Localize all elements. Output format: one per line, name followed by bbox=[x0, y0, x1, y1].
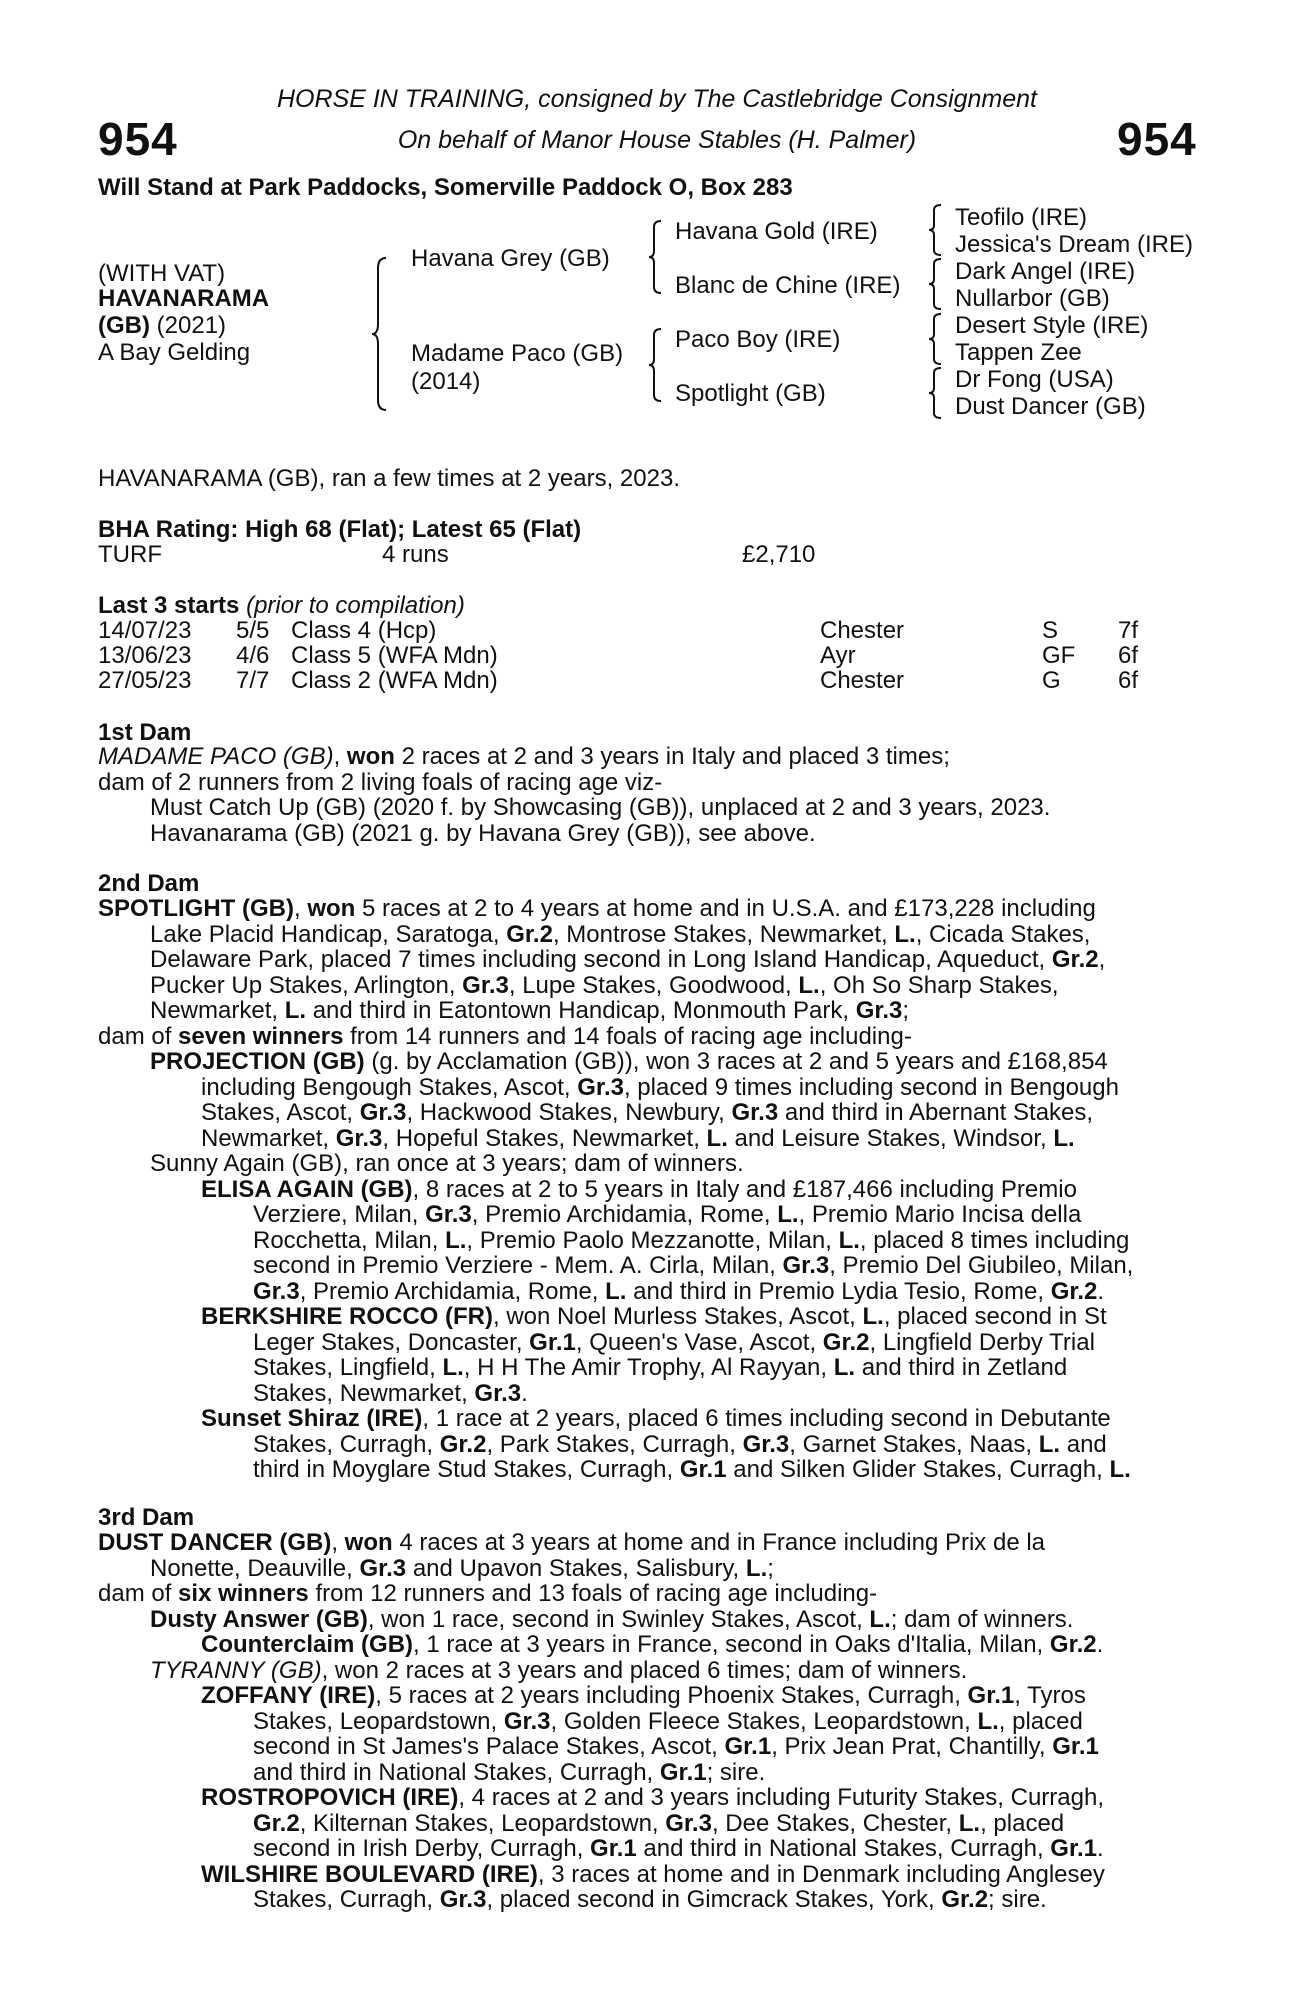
pedigree-brace-ds bbox=[928, 312, 946, 366]
pedigree-text-line: Stakes, Ascot, Gr.3, Hackwood Stakes, Newbury, Gr.3 and third in Abernant Stakes, bbox=[201, 1099, 1094, 1126]
pedigree-text-line: second in St James's Palace Stakes, Ascot, Gr.1, Prix Jean Prat, Chantilly, Gr.1 bbox=[253, 1733, 1099, 1760]
last-starts-label: Last 3 starts bbox=[98, 592, 240, 619]
pedigree-text-line: Stakes, Newmarket, Gr.3. bbox=[253, 1379, 528, 1407]
pedigree-text-line: ELISA AGAIN (GB), 8 races at 2 to 5 years in Italy and £187,466 including Premio bbox=[201, 1175, 1077, 1203]
pedigree-dds: Dr Fong (USA) bbox=[955, 366, 1114, 393]
pedigree-text-line: Pucker Up Stakes, Arlington, Gr.3, Lupe Stakes, Goodwood, L., Oh So Sharp Stakes, bbox=[150, 971, 1059, 999]
pedigree-text-line: and third in National Stakes, Curragh, Gr.1; sire. bbox=[253, 1758, 766, 1786]
pedigree-text-line: Lake Placid Handicap, Saratoga, Gr.2, Montrose Stakes, Newmarket, L., Cicada Stakes, bbox=[150, 920, 1091, 948]
pedigree-text-line: SPOTLIGHT (GB), won 5 races at 2 to 4 years at home and in U.S.A. and £173,228 including bbox=[98, 895, 1096, 922]
pedigree-text-line: ROSTROPOVICH (IRE), 4 races at 2 and 3 years including Futurity Stakes, Curragh, bbox=[201, 1784, 1104, 1811]
stables-line: On behalf of Manor House Stables (H. Palmer) bbox=[397, 126, 917, 154]
pedigree-text-line: Sunset Shiraz (IRE), 1 race at 2 years, placed 6 times including second in Debutante bbox=[201, 1405, 1111, 1432]
pedigree-text-line: second in Premio Verziere - Mem. A. Cirla, Milan, Gr.3, Premio Del Giubileo, Milan, bbox=[253, 1252, 1134, 1279]
rating-surface: TURF bbox=[98, 541, 162, 568]
dam1-line: Havanarama (GB) (2021 g. by Havana Grey (GB)), see above. bbox=[150, 819, 816, 847]
pedigree-text-line: Counterclaim (GB), 1 race at 3 years in France, second in Oaks d'Italia, Milan, Gr.2. bbox=[201, 1631, 1104, 1658]
pedigree-text-line: Sunny Again (GB), ran once at 3 years; dam of winners. bbox=[150, 1150, 744, 1177]
rating-runs: 4 runs bbox=[382, 541, 449, 568]
dam1-section bbox=[98, 744, 1208, 846]
horse-origin bbox=[98, 313, 226, 339]
pedigree-text-line: BERKSHIRE ROCCO (FR), won Noel Murless Stakes, Ascot, L., placed second in St bbox=[201, 1303, 1107, 1330]
stand-location: Will Stand at Park Paddocks, Somerville Paddock O, Box 283 bbox=[98, 174, 793, 201]
pedigree-dam-sire: Paco Boy (IRE) bbox=[675, 326, 841, 353]
last-starts-note: (prior to compilation) bbox=[239, 592, 465, 619]
pedigree-text-line: PROJECTION (GB) (g. by Acclamation (GB)), won 3 races at 2 and 5 years and £168,854 bbox=[150, 1048, 1108, 1075]
start-position: 4/6 bbox=[236, 642, 270, 669]
pedigree-text-line: Stakes, Leopardstown, Gr.3, Golden Fleece Stakes, Leopardstown, L., placed bbox=[253, 1707, 1083, 1735]
pedigree-text-line: Delaware Park, placed 7 times including second in Long Island Handicap, Aqueduct, Gr.2, bbox=[150, 946, 1106, 973]
pedigree-sire-sire: Havana Gold (IRE) bbox=[675, 218, 878, 245]
start-going: G bbox=[1042, 667, 1061, 694]
start-course: Chester bbox=[820, 617, 905, 644]
dam3-heading: 3rd Dam bbox=[98, 1504, 195, 1531]
pedigree-text-line: dam of seven winners from 14 runners and 14 foals of racing age including- bbox=[98, 1022, 912, 1050]
pedigree-text-line: ZOFFANY (IRE), 5 races at 2 years including Phoenix Stakes, Curragh, Gr.1, Tyros bbox=[201, 1682, 1086, 1709]
pedigree-sire-dam: Blanc de Chine (IRE) bbox=[675, 272, 901, 299]
rating-earnings: £2,710 bbox=[742, 541, 816, 568]
consignment-line: HORSE IN TRAINING, consigned by The Castlebridge Consignment bbox=[276, 85, 1038, 113]
start-course: Ayr bbox=[820, 642, 856, 669]
pedigree-text-line: Newmarket, Gr.3, Hopeful Stakes, Newmarket, L. and Leisure Stakes, Windsor, L. bbox=[201, 1124, 1075, 1152]
pedigree-ddd: Dust Dancer (GB) bbox=[955, 393, 1146, 420]
pedigree-brace-dd bbox=[928, 366, 946, 420]
horse-country: (GB) bbox=[98, 312, 150, 339]
pedigree-brace-sire bbox=[648, 219, 666, 295]
dam3-section bbox=[98, 1530, 1208, 1913]
start-distance: 6f bbox=[1118, 642, 1139, 669]
pedigree-text-line: WILSHIRE BOULEVARD (IRE), 3 races at home and in Denmark including Anglesey bbox=[201, 1860, 1105, 1888]
pedigree-dam-dam: Spotlight (GB) bbox=[675, 380, 826, 407]
pedigree-brace-sd bbox=[928, 257, 946, 311]
pedigree-text-line: second in Irish Derby, Curragh, Gr.1 and third in National Stakes, Curragh, Gr.1. bbox=[253, 1835, 1104, 1862]
horse-year: (2021) bbox=[149, 312, 227, 339]
dam2-section bbox=[98, 896, 1208, 1483]
pedigree-text-line: TYRANNY (GB), won 2 races at 3 years and placed 6 times; dam of winners. bbox=[150, 1656, 968, 1684]
start-distance: 7f bbox=[1118, 617, 1139, 644]
dam1-heading: 1st Dam bbox=[98, 719, 192, 746]
dam1-dam-name: MADAME PACO (GB) bbox=[98, 743, 334, 770]
pedigree-dam-year: (2014) bbox=[411, 368, 481, 395]
dam2-heading: 2nd Dam bbox=[98, 870, 200, 897]
start-race: Class 5 (WFA Mdn) bbox=[291, 642, 498, 669]
pedigree-text-line: Verziere, Milan, Gr.3, Premio Archidamia, Rome, L., Premio Mario Incisa della bbox=[253, 1201, 1082, 1228]
pedigree-ssd: Jessica's Dream (IRE) bbox=[955, 231, 1193, 258]
start-date: 27/05/23 bbox=[98, 667, 192, 694]
start-distance: 6f bbox=[1118, 667, 1139, 694]
pedigree-brace-ss bbox=[928, 203, 946, 257]
dam1-line: dam of 2 runners from 2 living foals of racing age viz- bbox=[98, 768, 663, 796]
horse-name: HAVANARAMA bbox=[98, 285, 270, 312]
pedigree-dsd: Tappen Zee bbox=[955, 339, 1082, 366]
pedigree-text-line: including Bengough Stakes, Ascot, Gr.3, placed 9 times including second in Bengough bbox=[201, 1073, 1119, 1101]
start-date: 13/06/23 bbox=[98, 642, 192, 669]
pedigree-dam: Madame Paco (GB) bbox=[411, 340, 624, 367]
pedigree-text-line: third in Moyglare Stud Stakes, Curragh, Gr.1 and Silken Glider Stakes, Curragh, L. bbox=[253, 1456, 1131, 1483]
start-race: Class 2 (WFA Mdn) bbox=[291, 667, 498, 694]
pedigree-text-line: Stakes, Curragh, Gr.2, Park Stakes, Curragh, Gr.3, Garnet Stakes, Naas, L. and bbox=[253, 1430, 1107, 1458]
dam1-line: Must Catch Up (GB) (2020 f. by Showcasing (GB)), unplaced at 2 and 3 years, 2023. bbox=[150, 794, 1051, 821]
lot-number-right: 954 bbox=[1117, 113, 1197, 165]
last-starts-title bbox=[98, 593, 465, 619]
vat-note: (WITH VAT) bbox=[98, 260, 226, 287]
start-race: Class 4 (Hcp) bbox=[291, 617, 437, 644]
rating-title: BHA Rating: High 68 (Flat); Latest 65 (Flat) bbox=[98, 516, 582, 543]
pedigree-text-line: Stakes, Lingfield, L., H H The Amir Trophy, Al Rayyan, L. and third in Zetland bbox=[253, 1354, 1068, 1381]
start-going: S bbox=[1042, 617, 1059, 644]
pedigree-brace-dam bbox=[648, 327, 666, 403]
pedigree-text-line: dam of six winners from 12 runners and 13 foals of racing age including- bbox=[98, 1580, 878, 1607]
dam1-won: won bbox=[346, 743, 395, 770]
pedigree-text-line: Rocchetta, Milan, L., Premio Paolo Mezzanotte, Milan, L., placed 8 times including bbox=[253, 1226, 1130, 1254]
pedigree-text-line: Leger Stakes, Doncaster, Gr.1, Queen's Vase, Ascot, Gr.2, Lingfield Derby Trial bbox=[253, 1328, 1095, 1356]
start-course: Chester bbox=[820, 667, 905, 694]
lot-number-left: 954 bbox=[98, 113, 178, 165]
pedigree-sss: Teofilo (IRE) bbox=[955, 204, 1088, 231]
pedigree-text-line: Dusty Answer (GB), won 1 race, second in Swinley Stakes, Ascot, L.; dam of winners. bbox=[150, 1605, 1074, 1633]
pedigree-text-line: DUST DANCER (GB), won 4 races at 3 years at home and in France including Prix de la bbox=[98, 1529, 1046, 1556]
pedigree-brace-main bbox=[370, 256, 392, 412]
pedigree-text-line: Nonette, Deauville, Gr.3 and Upavon Stakes, Salisbury, L.; bbox=[150, 1554, 774, 1582]
horse-description: A Bay Gelding bbox=[98, 339, 251, 366]
pedigree-text-line: Newmarket, L. and third in Eatontown Handicap, Monmouth Park, Gr.3; bbox=[150, 997, 910, 1024]
start-date: 14/07/23 bbox=[98, 617, 192, 644]
pedigree-text-line: Gr.3, Premio Archidamia, Rome, L. and third in Premio Lydia Tesio, Rome, Gr.2. bbox=[253, 1277, 1105, 1305]
start-position: 5/5 bbox=[236, 617, 270, 644]
pedigree-text-line: Gr.2, Kilternan Stakes, Leopardstown, Gr.3, Dee Stakes, Chester, L., placed bbox=[253, 1809, 1065, 1837]
pedigree-sire: Havana Grey (GB) bbox=[411, 245, 610, 272]
dam1-line: MADAME PACO (GB), won 2 races at 2 and 3 years in Italy and placed 3 times; bbox=[98, 743, 950, 770]
start-going: GF bbox=[1042, 642, 1076, 669]
pedigree-sds: Dark Angel (IRE) bbox=[955, 258, 1136, 285]
pedigree-dss: Desert Style (IRE) bbox=[955, 312, 1149, 339]
race-summary: HAVANARAMA (GB), ran a few times at 2 years, 2023. bbox=[98, 465, 680, 492]
pedigree-text-line: Stakes, Curragh, Gr.3, placed second in Gimcrack Stakes, York, Gr.2; sire. bbox=[253, 1886, 1047, 1913]
start-position: 7/7 bbox=[236, 667, 270, 694]
pedigree-sdd: Nullarbor (GB) bbox=[955, 285, 1110, 312]
